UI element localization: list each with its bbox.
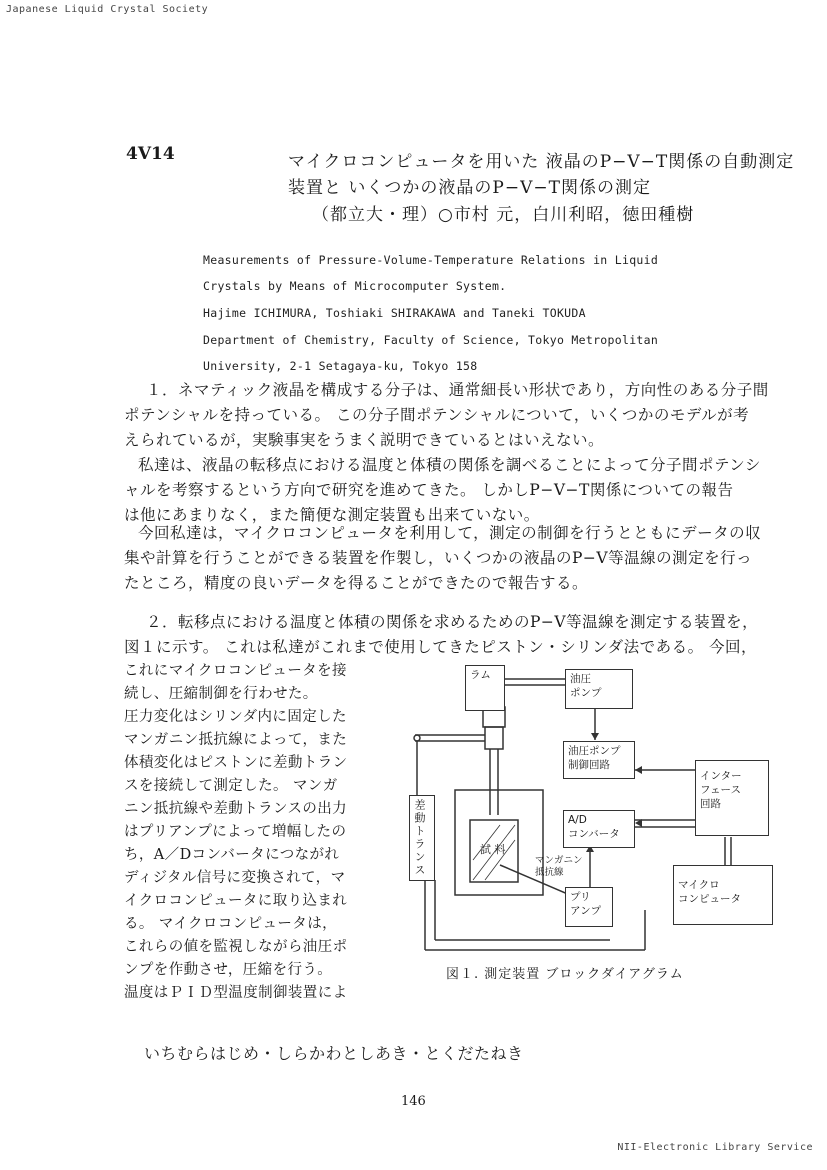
microcomputer-label: コンピュータ xyxy=(678,893,741,905)
body-line: 集や計算を行うことができる装置を作製し，いくつかの液晶のP−V等温線の測定を行っ xyxy=(124,549,753,567)
body-line: る。 マイクロコンピュータは， xyxy=(124,916,338,932)
english-line: University, 2-1 Setagaya-ku, Tokyo 158 xyxy=(203,359,478,373)
society-header: Japanese Liquid Crystal Society xyxy=(6,4,209,15)
ram-label: ラム xyxy=(470,669,491,681)
body-line: 私達は、液晶の転移点における温度と体積の関係を調べることによって分子間ポテンシ xyxy=(138,456,761,474)
hydraulic-pump-box xyxy=(565,669,633,709)
pump-label: 油圧 xyxy=(570,673,591,685)
title-line-1: マイクロコンピュータを用いた 液晶のP−V−T関係の自動測定 xyxy=(288,152,795,172)
figure-caption: 図１. 測定装置 ブロックダイアグラム xyxy=(446,967,684,982)
authors-jp: （都立大・理）○市村 元，白川利昭，徳田種樹 xyxy=(312,205,695,225)
pump-control-label: 制御回路 xyxy=(568,759,610,771)
english-line: Hajime ICHIMURA, Toshiaki SHIRAKAWA and Taneki TOKUDA xyxy=(203,306,586,320)
adc-label: コンバータ xyxy=(568,828,620,840)
body-line: 温度はＰＩＤ型温度制御装置によ xyxy=(124,985,348,1001)
body-line: えられているが，実験事実をうまく説明できているとはいえない。 xyxy=(124,431,605,449)
manganin-label-line: マンガニン xyxy=(535,855,583,866)
manganin-label-line: 抵抗線 xyxy=(535,867,564,878)
title-line-2: 装置と いくつかの液晶のP−V−T関係の測定 xyxy=(288,178,651,198)
page-number: 146 xyxy=(401,1094,426,1109)
pump-label: ポンプ xyxy=(570,687,602,699)
interface-label: フェース xyxy=(700,784,741,796)
body-line: これにマイクロコンピュータを接 xyxy=(124,663,347,679)
body-line: ポテンシャルを持っている。 この分子間ポテンシャルについて，いくつかのモデルが考 xyxy=(124,406,750,424)
body-line: たところ，精度の良いデータを得ることができたので報告する。 xyxy=(124,574,589,592)
library-footer: NII-Electronic Library Service xyxy=(617,1142,813,1153)
english-line: Department of Chemistry, Faculty of Science, Tokyo Metropolitan xyxy=(203,333,659,347)
english-line: Measurements of Pressure-Volume-Temperature Relations in Liquid xyxy=(203,253,659,267)
pump-control-label: 油圧ポンプ xyxy=(568,745,621,757)
body-line: 圧力変化はシリンダ内に固定した xyxy=(124,709,347,725)
body-line: ディジタル信号に変換されて，マ xyxy=(124,870,346,886)
body-line: これらの値を監視しながら油圧ポ xyxy=(124,939,348,955)
body-line: スを接続して測定した。 マンガ xyxy=(124,778,338,794)
adc-label: A/D xyxy=(568,814,587,826)
transformer-label: 差動トランス xyxy=(413,799,426,877)
preamp-label: アンプ xyxy=(570,905,602,917)
manganin-label xyxy=(535,855,583,879)
body-line: 続し、圧縮制御を行わせた。 xyxy=(124,686,318,702)
preamp-box xyxy=(565,887,613,927)
ram-box xyxy=(465,665,505,711)
body-line: イクロコンピュータに取り込まれ xyxy=(124,893,348,909)
body-line: ンプを作動させ，圧縮を行う。 xyxy=(124,962,333,978)
interface-label: インター xyxy=(700,770,742,782)
interface-box xyxy=(695,760,769,836)
block-diagram-figure xyxy=(395,655,795,955)
english-line: Crystals by Means of Microcomputer System. xyxy=(203,279,507,293)
body-line: 図１に示す。 これは私達がこれまで使用してきたピストン・シリンダ法である。 今回， xyxy=(124,638,757,656)
preamp-label: プリ xyxy=(570,891,591,903)
sample-label: 試 料 xyxy=(480,843,506,856)
body-line: はプリアンプによって増幅したの xyxy=(124,824,347,840)
body-line: 体積変化はピストンに差動トラン xyxy=(124,755,348,771)
body-line: ニン抵抗線や差動トランスの出力 xyxy=(124,801,348,817)
adc-box xyxy=(563,810,635,848)
microcomputer-label: マイクロ xyxy=(678,879,720,891)
body-line: ち，A／Dコンバータにつながれ xyxy=(124,847,340,863)
differential-transformer-box xyxy=(409,795,435,881)
interface-label: 回路 xyxy=(700,798,721,810)
body-line: マンガニン抵抗線によって，また xyxy=(124,732,348,748)
body-line: ２．転移点における温度と体積の関係を求めるためのP−V等温線を測定する装置を， xyxy=(146,613,759,631)
author-reading: いちむらはじめ・しらかわとしあき・とくだたねき xyxy=(144,1044,524,1063)
pump-control-box xyxy=(563,741,635,779)
body-line: ャルを考察するという方向で研究を進めてきた。 しかしP−V−T関係についての報告 xyxy=(124,481,734,499)
microcomputer-box xyxy=(673,865,773,925)
body-line: １．ネマティック液晶を構成する分子は、通常細長い形状であり，方向性のある分子間 xyxy=(146,381,769,399)
body-line: は他にあまりなく，また簡便な測定装置も出来ていない。 xyxy=(124,506,540,524)
paper-code: 4V14 xyxy=(126,144,175,164)
body-line: 今回私達は，マイクロコンピュータを利用して，測定の制御を行うとともにデータの収 xyxy=(138,524,762,542)
